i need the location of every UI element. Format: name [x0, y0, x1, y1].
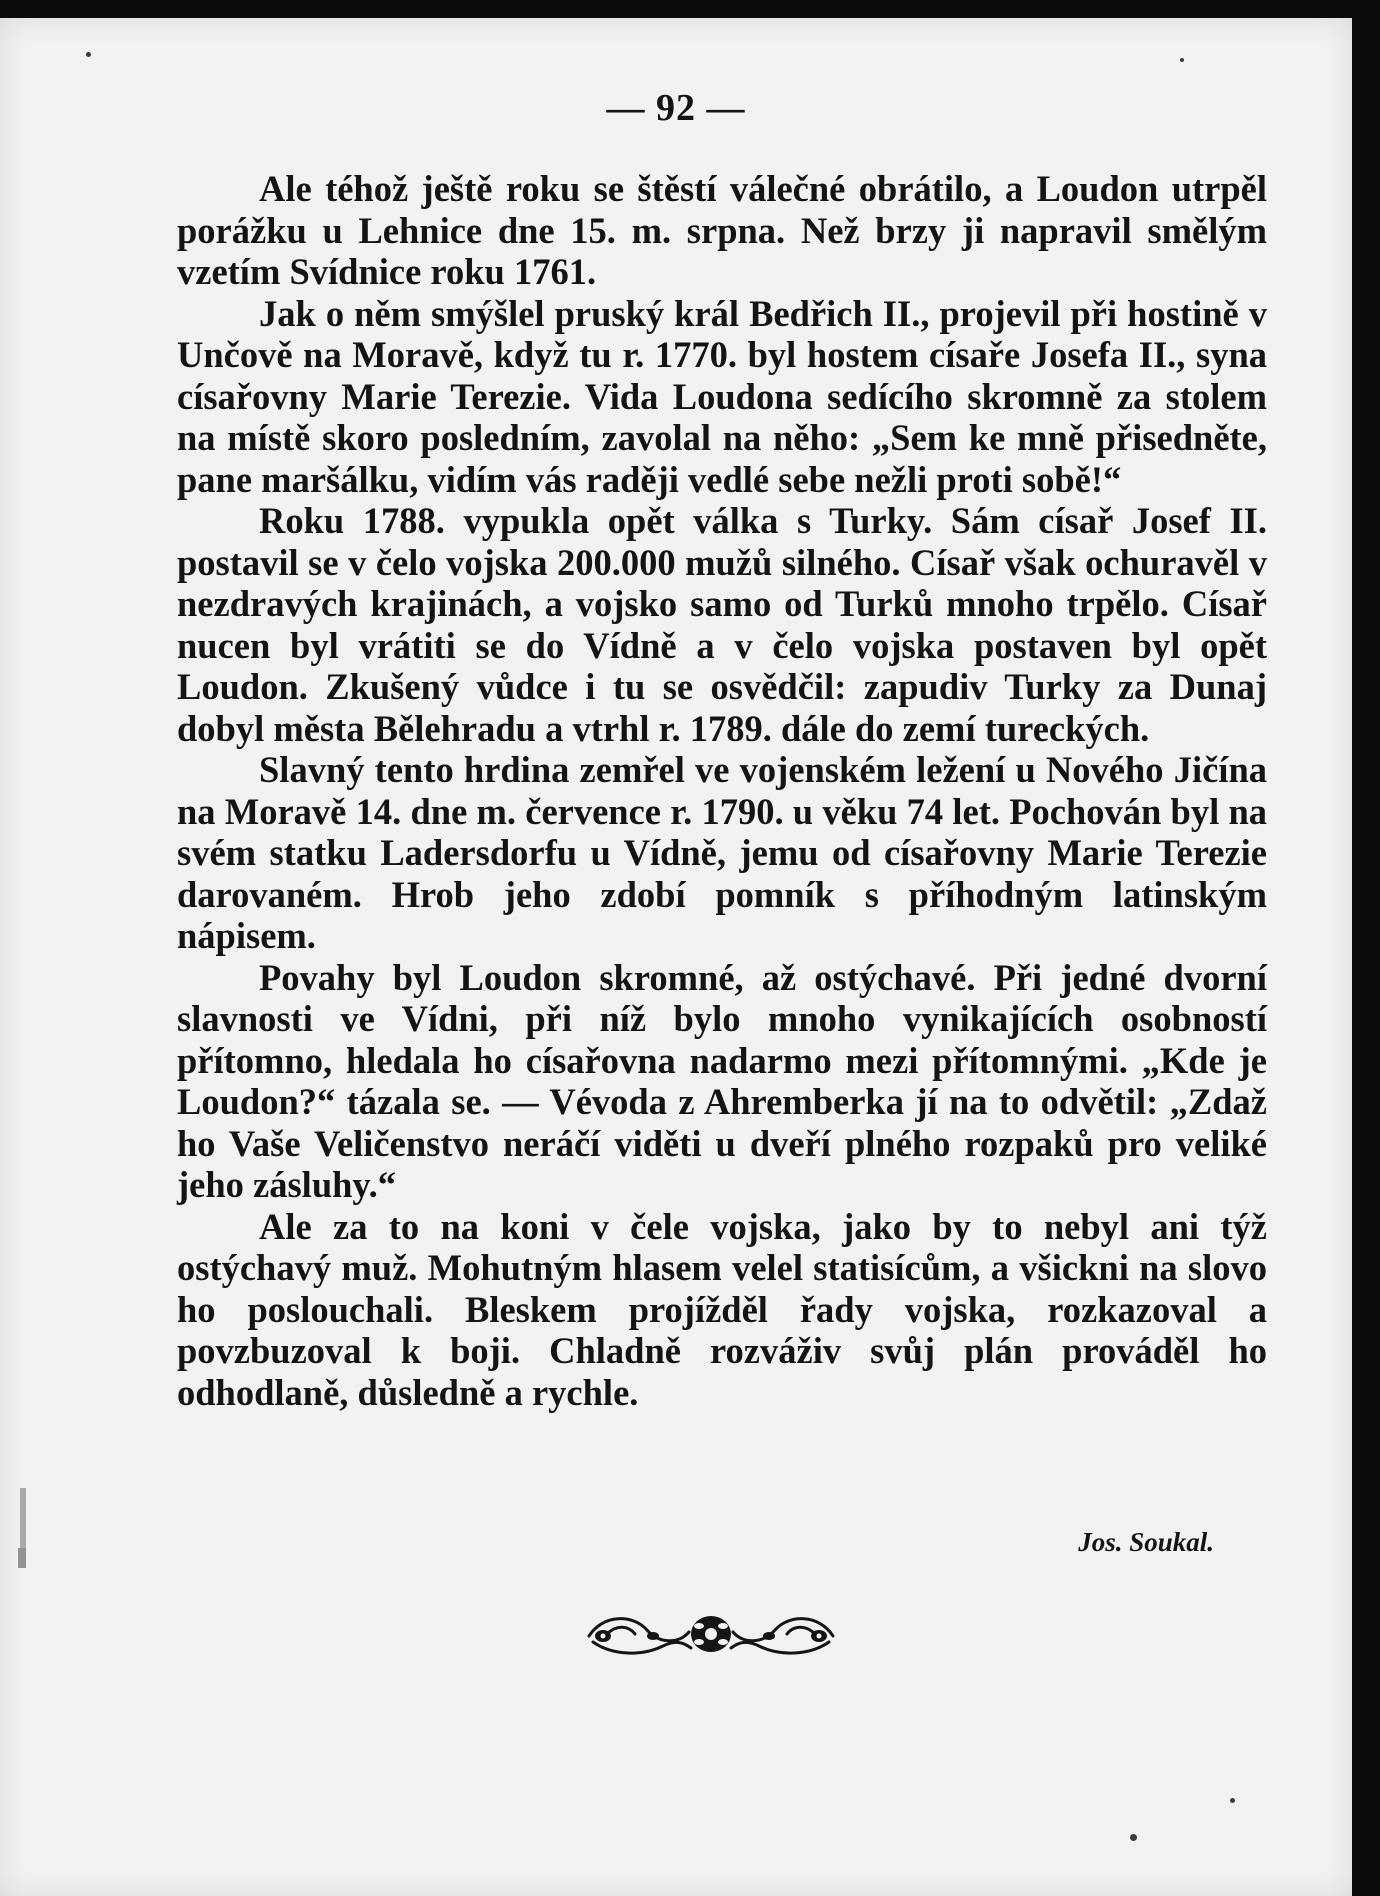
body-text: [177, 168, 1267, 1557]
scan-speck: [1180, 58, 1184, 62]
floral-vignette-icon: [583, 1606, 839, 1662]
scan-speck: [1130, 1834, 1137, 1841]
author-signature: Jos. Soukal.: [1078, 1527, 1214, 1557]
paragraph-4: Slavný tento hrdina zemřel ve vojenském ležení u Nového Jičína na Moravě 14. dne m. července r. 1790. u věku 74 let. Pochován byl na svém statku Ladersdorfu u Vídně, jemu od císařovny Marie Terezie darovaném. Hrob jeho zdobí pomník s příhodným latinským nápisem.: [177, 749, 1267, 956]
paragraph-2: Jak o něm smýšlel pruský král Bedřich II., projevil při hostině v Unčově na Moravě, když tu r. 1770. byl hostem císaře Josefa II., syna císařovny Marie Terezie. Vida Loudona sedícího skromně za stolem na místě skoro posledním, zavolal na něho: „Sem ke mně přisedněte, pane maršálku, vidím vás raději vedlé sebe nežli proti sobě!“: [177, 292, 1267, 500]
paragraph-5: Povahy byl Loudon skromné, až ostýchavé. Při jedné dvorní slavnosti ve Vídni, při níž bylo mnoho vynikajících osobností přítomno, hledala ho císařovna nadarmo mezi přítomnými. „Kde je Loudon?“ tázala se. — Vévoda z Ahremberka jí na to odvětil: „Zdaž ho Vaše Veličenstvo neráčí viděti u dveří plného rozpaků pro veliké jeho zásluhy.“: [177, 956, 1267, 1205]
scan-edge-mark: [18, 1548, 26, 1568]
paragraph-6: Ale za to na koni v čele vojska, jako by to nebyl ani týž ostýchavý muž. Mohutným hlasem velel statisícům, a všickni na slovo ho poslouchali. Bleskem projížděl řady vojska, rozkazoval a povzbuzoval k boji. Chladně rozváživ svůj plán prováděl ho odhodlaně, důsledně a rychle.: [177, 1205, 1267, 1413]
paragraph-1: Ale téhož ještě roku se štěstí válečné obrátilo, a Loudon utrpěl porážku u Lehnice dne 15. m. srpna. Než brzy ji napravil smělým vzetím Svídnice roku 1761.: [177, 168, 1267, 292]
page-number: — 92 —: [606, 87, 746, 129]
scan-speck: [86, 52, 91, 57]
scan-edge-mark: [20, 1488, 26, 1548]
scan-speck: [1230, 1798, 1235, 1803]
paragraph-3: Roku 1788. vypukla opět válka s Turky. Sám císař Josef II. postavil se v čelo vojska 200.000 mužů silného. Císař však ochuravěl v nezdravých krajinách, a vojsko samo od Turků mnoho trpělo. Císař nucen byl vrátiti se do Vídně a v čelo vojska postaven byl opět Loudon. Zkušený vůdce i tu se osvědčil: zapudiv Turky za Dunaj dobyl města Bělehradu a vtrhl r. 1789. dále do zemí tureckých.: [177, 500, 1267, 749]
book-page: [0, 18, 1352, 1896]
